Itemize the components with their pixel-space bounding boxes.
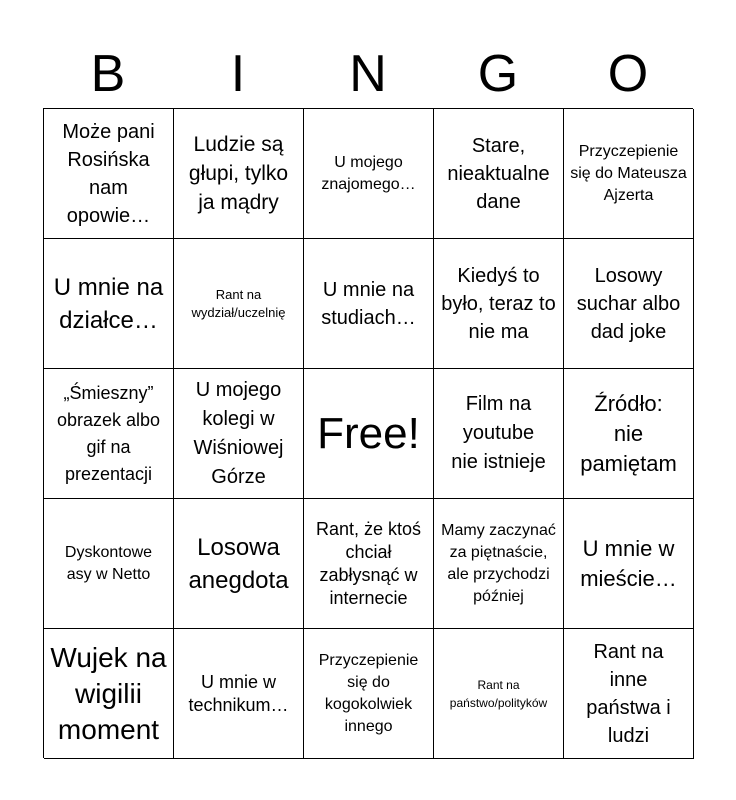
bingo-cell-r2c5[interactable] [564,239,694,369]
bingo-cell-text: Film na youtube nie istnieje [451,393,546,473]
bingo-cell-text: U mojego znajomego… [321,153,416,193]
bingo-cell-text: Rant na wydział/uczelnię [191,286,286,320]
bingo-cell-r1c4[interactable] [434,109,564,239]
header-letter-b: B [90,45,126,103]
bingo-cell-r2c4[interactable] [434,239,564,369]
bingo-cell-text: Losowy suchar albo dad joke [576,264,681,343]
bingo-cell-text: Losowa anegdota [188,533,289,594]
bingo-cell-r4c4[interactable] [434,499,564,629]
bingo-cell-r1c1[interactable] [44,109,174,239]
bingo-cell-text: U mojego kolegi w Wiśniowej Górze [193,378,284,488]
bingo-cell-r5c3[interactable] [304,629,434,759]
bingo-cell-text: U mnie na studiach… [321,278,416,329]
header-letter-g: G [477,45,519,103]
bingo-card-grid [43,108,693,758]
bingo-cell-text: Rant na inne państwa i ludzi [586,640,671,747]
bingo-cell-r5c4[interactable] [434,629,564,759]
bingo-cell-r5c1[interactable] [44,629,174,759]
bingo-cell-r2c2[interactable] [174,239,304,369]
header-letter-i: I [230,45,246,103]
bingo-cell-text: Dyskontowe asy w Netto [64,543,153,583]
bingo-cell-r4c5[interactable] [564,499,694,629]
bingo-cell-text: Mamy zaczynać za piętnaście, ale przychodzi później [441,521,556,605]
bingo-cell-r1c2[interactable] [174,109,304,239]
free-space[interactable] [304,369,434,499]
bingo-cell-text: Przyczepienie się do kogokolwiek innego [318,651,419,735]
bingo-cell-r2c1[interactable] [44,239,174,369]
bingo-cell-text: Przyczepienie się do Mateusza Ajzerta [570,142,687,204]
bingo-cell-r2c3[interactable] [304,239,434,369]
bingo-cell-r4c3[interactable] [304,499,434,629]
bingo-cell-r1c5[interactable] [564,109,694,239]
bingo-cell-r4c2[interactable] [174,499,304,629]
bingo-cell-text: U mnie na działce… [53,273,164,334]
bingo-cell-r5c2[interactable] [174,629,304,759]
bingo-cell-text: Ludzie są głupi, tylko ja mądry [188,133,289,214]
bingo-cell-text: Rant, że ktoś chciał zabłysnąć w internecie [315,518,422,608]
bingo-cell-text: U mnie w technikum… [188,671,289,715]
bingo-cell-r3c2[interactable] [174,369,304,499]
bingo-cell-text: Stare, nieaktualne dane [447,134,550,213]
bingo-cell-text: „Śmieszny” obrazek albo gif na prezentacji [56,382,161,484]
bingo-cell-r5c5[interactable] [564,629,694,759]
bingo-cell-text: U mnie w mieście… [580,535,677,591]
bingo-cell-r4c1[interactable] [44,499,174,629]
header-letter-n: N [349,45,387,103]
free-space-text: Free! [317,408,420,458]
bingo-cell-r3c1[interactable] [44,369,174,499]
bingo-cell-r3c5[interactable] [564,369,694,499]
bingo-cell-text: Może pani Rosińska nam opowie… [62,120,155,227]
bingo-cell-text: Kiedyś to było, teraz to nie ma [441,264,556,343]
bingo-cell-text: Źródło: nie pamiętam [580,390,677,476]
bingo-cell-r1c3[interactable] [304,109,434,239]
bingo-cell-text: Rant na państwo/polityków [449,677,548,710]
bingo-header [43,40,693,108]
bingo-cell-r3c4[interactable] [434,369,564,499]
header-letter-o: O [607,45,649,103]
bingo-cell-text: Wujek na wigilii moment [50,641,167,745]
